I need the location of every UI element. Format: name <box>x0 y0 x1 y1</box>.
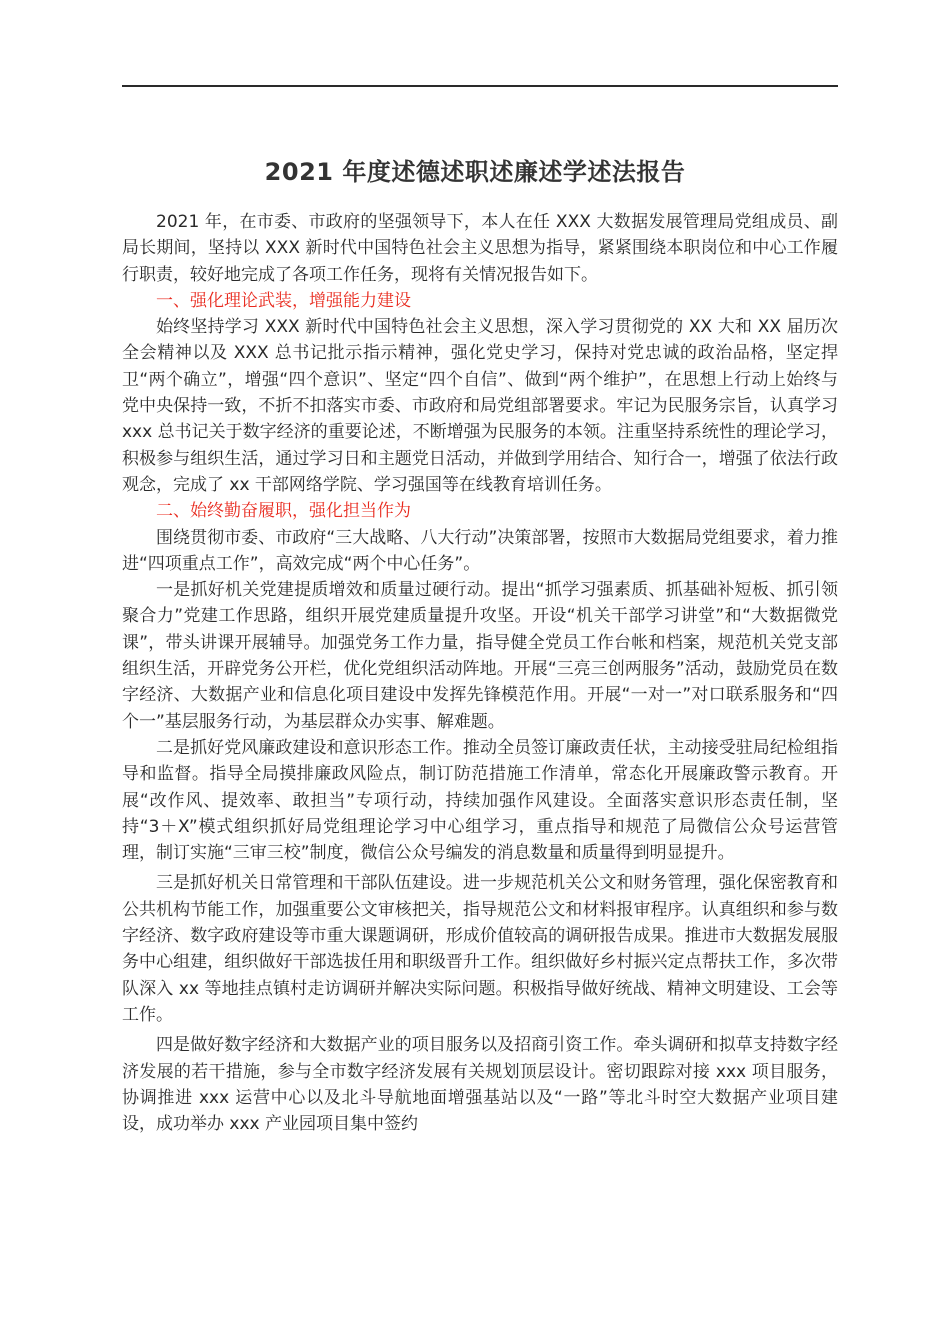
section-heading-1: 一、强化理论武装，增强能力建设 <box>156 290 411 311</box>
body-paragraph: 始终坚持学习 XXX 新时代中国特色社会主义思想，深入学习贯彻党的 XX 大和 XX 届历次全会精神以及 XXX 总书记批示指示精神，强化党史学习，保持对党忠诚的政治品格，坚定捍卫“两个确立”，增强“四个意识”、坚定“四个自信”、做到“两个维护”，在思想上行动上始终与党中央保持一致，不折不扣落实市委、市政府和局党组部署要求。牢记为民服务宗旨，认真学习 xxx 总书记关于数字经济的重要论述，不断增强为民服务的本领。注重坚持系统性的理论学习，积极参与组织生活，通过学习日和主题党日活动，并做到学用结合、知行合一，增强了依法行政观念，完成了 xx 干部网络学院、学习强国等在线教育培训任务。 <box>122 317 838 495</box>
intro-paragraph: 2021 年，在市委、市政府的坚强领导下，本人在任 XXX 大数据发展管理局党组成员、副局长期间，坚持以 XXX 新时代中国特色社会主义思想为指导，紧紧围绕本职岗位和中心工作履行职责，较好地完成了各项工作任务，现将有关情况报告如下。 <box>122 212 838 285</box>
document-title: 2021 年度述德述职述廉述学述法报告 <box>264 158 686 186</box>
body-paragraph: 二是抓好党风廉政建设和意识形态工作。推动全员签订廉政责任状，主动接受驻局纪检组指导和监督。指导全局摸排廉政风险点，制订防范措施工作清单，常态化开展廉政警示教育。开展“改作风、提效率、敢担当”专项行动，持续加强作风建设。全面落实意识形态责任制，坚持“3＋X”模式组织抓好局党组理论学习中心组学习，重点指导和规范了局微信公众号运营管理，制订实施“三审三校”制度，微信公众号编发的消息数量和质量得到明显提升。 <box>122 737 838 864</box>
section-heading-2: 二、始终勤奋履职，强化担当作为 <box>156 501 411 522</box>
header-rule <box>122 85 838 87</box>
document-body <box>122 209 838 1137</box>
body-paragraph: 三是抓好机关日常管理和干部队伍建设。进一步规范机关公文和财务管理，强化保密教育和公共机构节能工作，加强重要公文审核把关，指导规范公文和材料报审程序。认真组织和参与数字经济、数字政府建设等市重大课题调研，形成价值较高的调研报告成果。推进市大数据发展服务中心组建，组织做好干部选拔任用和职级晋升工作。组织做好乡村振兴定点帮扶工作，多次带队深入 xx 等地挂点镇村走访调研并解决实际问题。积极指导做好统战、精神文明建设、工会等工作。 <box>122 873 838 1025</box>
body-paragraph: 四是做好数字经济和大数据产业的项目服务以及招商引资工作。牵头调研和拟草支持数字经济发展的若干措施，参与全市数字经济发展有关规划顶层设计。密切跟踪对接 xxx 项目服务，协调推进 xxx 运营中心以及北斗导航地面增强基站以及“一路”等北斗时空大数据产业项目建设，成功举办 xxx 产业园项目集中签约 <box>122 1035 838 1135</box>
body-paragraph: 围绕贯彻市委、市政府“三大战略、八大行动”决策部署，按照市大数据局党组要求，着力推进“四项重点工作”，高效完成“两个中心任务”。 <box>122 527 838 574</box>
body-paragraph: 一是抓好机关党建提质增效和质量过硬行动。提出“抓学习强素质、抓基础补短板、抓引领聚合力”党建工作思路，组织开展党建质量提升攻坚。开设“机关干部学习讲堂”和“大数据微党课”，带头讲课开展辅导。加强党务工作力量，指导健全党员工作台帐和档案，规范机关党支部组织生活，开辟党务公开栏，优化党组织活动阵地。开展“三亮三创两服务”活动，鼓励党员在数字经济、大数据产业和信息化项目建设中发挥先锋模范作用。开展“一对一”对口联系服务和“四个一”基层服务行动，为基层群众办实事、解难题。 <box>122 580 838 732</box>
